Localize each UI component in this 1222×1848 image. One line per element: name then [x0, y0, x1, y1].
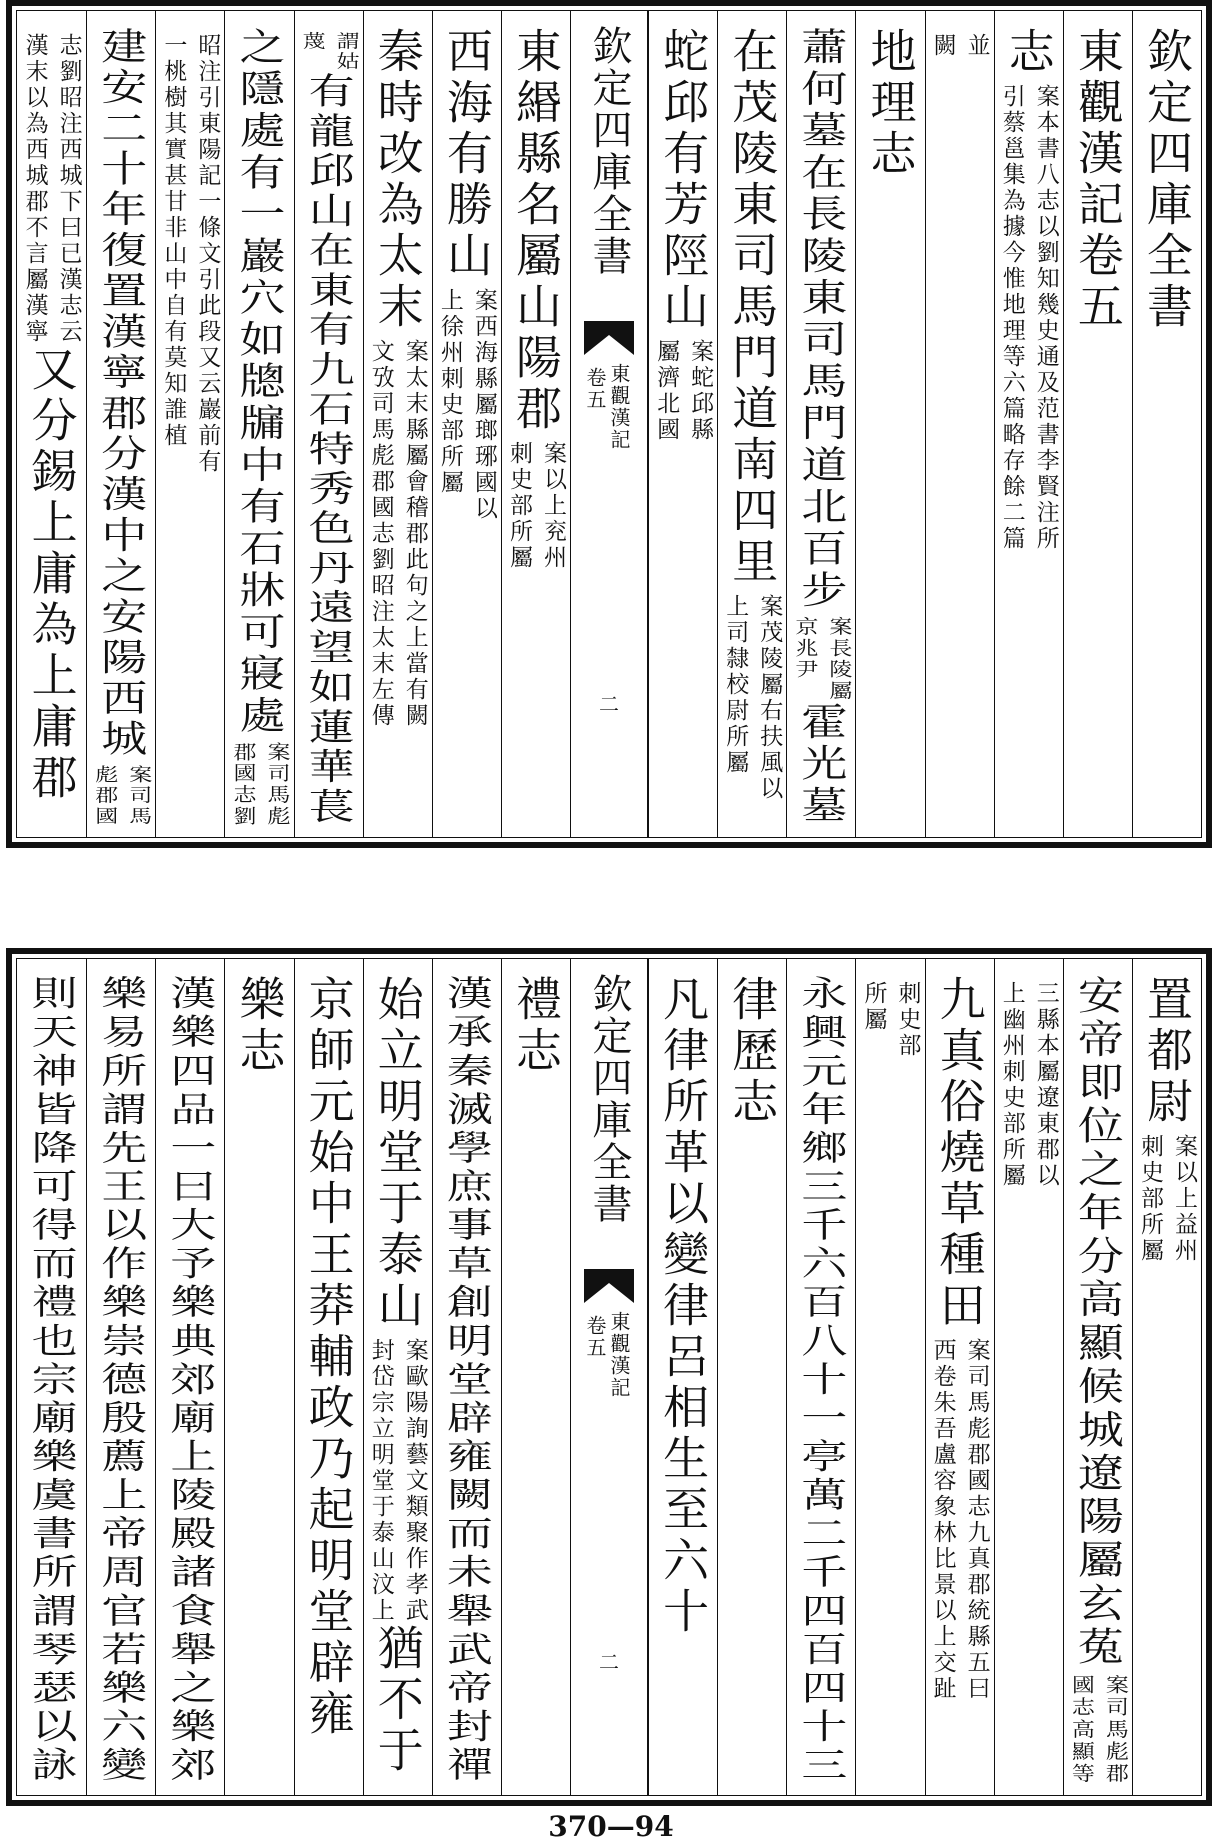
- annotation-block: [367, 339, 429, 729]
- annotation-block: [859, 981, 921, 1059]
- fishtail-mark-icon: [584, 1269, 634, 1303]
- annotation-text: 文攷司馬彪郡國志劉昭注太末左傳: [367, 339, 394, 729]
- center-margin-column: [570, 959, 648, 1795]
- document-page-bottom: [6, 948, 1212, 1806]
- page-frame: [16, 958, 1202, 1796]
- main-text: 東緡縣名屬山陽郡: [508, 27, 563, 435]
- annotation-text: 所屬: [860, 981, 887, 1033]
- column-text-flow: [1133, 975, 1201, 1785]
- annotation-text: 案茂陵屬右扶風以: [756, 594, 783, 802]
- annotation-text: 上幽州刺史部所屬: [998, 981, 1025, 1189]
- main-text: 安帝即位之年分高顯候城遼陽屬玄菟: [1070, 975, 1125, 1670]
- annotation-text: 闕: [929, 33, 956, 59]
- annotation-text: 引蔡邕集為據今惟地理等六篇略存餘二篇: [998, 84, 1025, 552]
- column-text-flow: [926, 27, 994, 827]
- main-text: 地理志: [863, 27, 918, 180]
- annotation-text: 西卷朱吾盧容象林比景以上交趾: [929, 1338, 956, 1702]
- center-margin-column: [570, 11, 648, 837]
- annotation-text: 上徐州刺史部所屬: [436, 288, 463, 496]
- annotation-text: 屬濟北國: [653, 339, 680, 443]
- center-page-number: 二: [599, 692, 619, 716]
- annotation-text: 案長陵屬: [825, 616, 852, 702]
- column-text-flow: [433, 27, 501, 827]
- text-column: [294, 11, 363, 837]
- text-column: [155, 11, 224, 837]
- main-text: 霍光墓: [794, 701, 849, 827]
- annotation-block: [721, 594, 783, 802]
- main-text: 欽定四庫全書: [1139, 27, 1194, 333]
- annotation-block: [505, 441, 567, 571]
- center-book-title: 東觀漢記: [607, 1311, 631, 1399]
- annotation-block: [367, 1338, 429, 1624]
- annotation-text: 一桃樹其實甚甘非山中自有莫知誰植: [160, 33, 187, 449]
- annotation-text: 上司隸校尉所屬: [722, 594, 749, 776]
- column-text-flow: [225, 27, 293, 827]
- main-text: 在茂陵東司馬門道南四里: [725, 27, 780, 588]
- main-text: 西海有勝山: [439, 27, 494, 282]
- column-text-flow: [295, 975, 363, 1785]
- main-text: 又分錫上庸為上庸郡: [24, 345, 79, 804]
- column-text-flow: [502, 975, 570, 1785]
- annotation-text: 昭注引東陽記一條文引此段又云巖前有: [194, 33, 221, 475]
- document-page-top: [6, 0, 1212, 848]
- text-column: [86, 959, 155, 1795]
- annotation-text: 蔑: [298, 31, 325, 52]
- annotation-text: 案以上兖州: [539, 441, 566, 571]
- text-column: [855, 959, 924, 1795]
- annotation-text: 志劉昭注西城下曰已漢志云: [55, 33, 82, 345]
- annotation-text: 三縣本屬遼東郡以: [1032, 981, 1059, 1189]
- annotation-text: 京兆尹: [791, 616, 818, 681]
- column-text-flow: [87, 975, 155, 1785]
- column-text-flow: [718, 27, 786, 827]
- column-text-flow: [433, 975, 501, 1785]
- main-text: 京師元始中王莽輔政乃起明堂辟雍: [301, 975, 356, 1740]
- annotation-text: 案歐陽詢藝文類聚作孝武: [401, 1338, 428, 1624]
- annotation-block: [159, 33, 221, 475]
- main-text: 志: [1001, 27, 1056, 78]
- column-text-flow: [295, 27, 363, 827]
- text-column: [786, 959, 855, 1795]
- annotation-block: [998, 84, 1060, 552]
- text-column: [1132, 959, 1201, 1795]
- center-title: 欽定四庫全書: [586, 25, 632, 277]
- main-text: 蕭何墓在長陵東司馬門道北百步: [794, 27, 849, 612]
- text-column: [1063, 959, 1132, 1795]
- text-column: [363, 959, 432, 1795]
- column-text-flow: [649, 27, 717, 827]
- column-text-flow: [1133, 27, 1201, 827]
- annotation-block: [1067, 1674, 1129, 1785]
- column-text-flow: [787, 975, 855, 1785]
- annotation-text: 案司馬彪: [263, 741, 290, 827]
- annotation-text: 案司馬: [125, 764, 152, 827]
- center-page-number: 二: [599, 1650, 619, 1674]
- annotation-block: [652, 339, 714, 443]
- column-text-flow: [364, 975, 432, 1785]
- text-column: [648, 11, 717, 837]
- annotation-block: [228, 742, 290, 827]
- annotation-block: [929, 1338, 991, 1702]
- main-text: 東觀漢記卷五: [1070, 27, 1125, 333]
- column-text-flow: [856, 27, 924, 827]
- annotation-block: [21, 33, 83, 345]
- column-text-flow: [502, 27, 570, 827]
- text-column: [294, 959, 363, 1795]
- main-text: 禮志: [508, 975, 563, 1077]
- column-text-flow: [1064, 975, 1132, 1785]
- center-title: 欽定四庫全書: [586, 973, 632, 1225]
- text-column: [501, 959, 570, 1795]
- text-column: [224, 959, 293, 1795]
- column-text-flow: [718, 975, 786, 1785]
- column-text-flow: [787, 27, 855, 827]
- annotation-text: 漢末以為西城郡不言屬漢寧: [21, 33, 48, 345]
- column-text-flow: [995, 27, 1063, 827]
- text-column: [224, 11, 293, 837]
- annotation-text: 刺史部所屬: [1136, 1134, 1163, 1264]
- column-text-flow: [156, 975, 224, 1785]
- annotation-text: 刺史部: [894, 981, 921, 1059]
- annotation-block: [298, 32, 360, 73]
- annotation-block: [998, 981, 1060, 1189]
- column-text-flow: [926, 975, 994, 1785]
- column-text-flow: [856, 975, 924, 1785]
- main-text: 漢樂四品一曰大予樂典郊廟上陵殿諸食舉之樂郊: [163, 975, 218, 1785]
- text-column: [994, 11, 1063, 837]
- main-text: 之隱處有一巖穴如牕牖中有石牀可寢處: [232, 27, 287, 737]
- annotation-text: 並: [963, 33, 990, 59]
- main-text: 則天神皆降可得而禮也宗廟樂虞書所謂琴瑟以詠: [24, 975, 79, 1785]
- center-juan: 卷五: [583, 367, 607, 411]
- text-column: [432, 959, 501, 1795]
- column-text-flow: [1064, 27, 1132, 827]
- main-text: 始立明堂于泰山: [370, 975, 425, 1332]
- main-text: 有龍邱山在東有九石特秀色丹遠望如蓮華萇: [301, 72, 356, 828]
- annotation-text: 封岱宗立明堂于泰山汶上: [367, 1338, 394, 1624]
- annotation-text: 案西海縣屬瑯琊國以: [470, 288, 497, 522]
- text-column: [648, 959, 717, 1795]
- text-column: [1063, 11, 1132, 837]
- main-text: 秦時改為太末: [370, 27, 425, 333]
- page-number: 370—94: [548, 1810, 674, 1843]
- annotation-text: 案以上益州: [1170, 1134, 1197, 1264]
- text-column: [925, 11, 994, 837]
- annotation-block: [90, 765, 152, 827]
- main-text: 樂易所謂先王以作樂崇德殷薦上帝周官若樂六變: [94, 975, 149, 1785]
- center-juan: 卷五: [583, 1315, 607, 1359]
- annotation-text: 案本書八志以劉知幾史通及范書李賢注所: [1032, 84, 1059, 552]
- annotation-block: [1136, 1134, 1198, 1264]
- annotation-text: 刺史部所屬: [505, 441, 532, 571]
- annotation-text: 案司馬彪郡國志九真郡統縣五曰: [963, 1338, 990, 1702]
- main-text: 永興元年鄉三千六百八十一亭萬二千四百四十三: [794, 975, 849, 1785]
- annotation-text: 案司馬彪郡: [1101, 1674, 1128, 1785]
- annotation-text: 彪郡國: [91, 764, 118, 827]
- annotation-text: 謂姑: [332, 31, 359, 73]
- fishtail-mark-icon: [584, 321, 634, 355]
- text-column: [17, 11, 86, 837]
- text-column: [717, 11, 786, 837]
- text-column: [994, 959, 1063, 1795]
- text-column: [501, 11, 570, 837]
- center-book-title: 東觀漢記: [607, 363, 631, 451]
- column-text-flow: [649, 975, 717, 1785]
- column-text-flow: [87, 27, 155, 827]
- main-text: 律歷志: [725, 975, 780, 1128]
- main-text: 置都尉: [1139, 975, 1194, 1128]
- main-text: 漢承秦滅學庶事草創明堂辟雍闕而未舉武帝封禪: [439, 975, 494, 1785]
- text-column: [86, 11, 155, 837]
- main-text: 猶不于: [370, 1624, 425, 1777]
- text-column: [363, 11, 432, 837]
- column-text-flow: [225, 975, 293, 1785]
- column-text-flow: [995, 975, 1063, 1785]
- text-column: [155, 959, 224, 1795]
- column-text-flow: [17, 975, 86, 1785]
- main-text: 建安二十年復置漢寧郡分漢中之安陽西城: [94, 27, 149, 760]
- text-column: [17, 959, 86, 1795]
- main-text: 九真俗燒草種田: [932, 975, 987, 1332]
- main-text: 凡律所革以變律呂相生至六十: [656, 975, 711, 1638]
- text-column: [786, 11, 855, 837]
- annotation-block: [790, 617, 852, 702]
- annotation-text: 郡國志劉: [229, 741, 256, 827]
- annotation-block: [436, 288, 498, 522]
- column-text-flow: [156, 27, 224, 827]
- text-column: [855, 11, 924, 837]
- annotation-block: [929, 33, 991, 59]
- text-column: [432, 11, 501, 837]
- annotation-text: 國志高顯等: [1067, 1674, 1094, 1785]
- annotation-text: 案太末縣屬會稽郡此句之上當有闕: [401, 339, 428, 729]
- text-column: [925, 959, 994, 1795]
- text-column: [1132, 11, 1201, 837]
- column-text-flow: [364, 27, 432, 827]
- annotation-text: 案蛇邱縣: [687, 339, 714, 443]
- main-text: 樂志: [232, 975, 287, 1077]
- main-text: 蛇邱有芳陘山: [656, 27, 711, 333]
- page-frame: [16, 10, 1202, 838]
- column-text-flow: [17, 27, 86, 827]
- text-column: [717, 959, 786, 1795]
